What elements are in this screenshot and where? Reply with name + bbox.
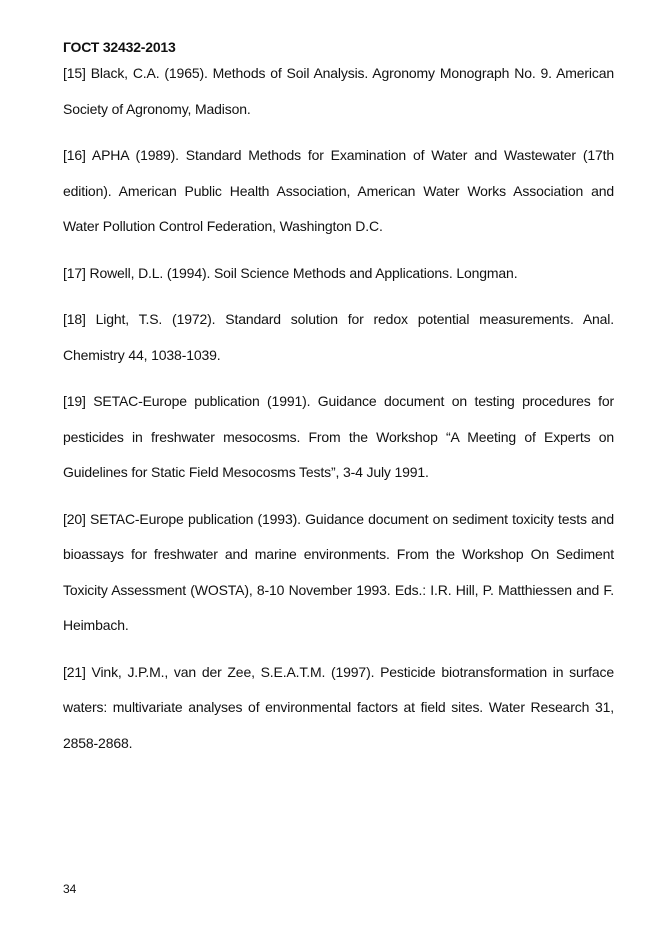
reference-list <box>63 56 614 772</box>
page-number: 34 <box>63 882 77 896</box>
standard-header: ГОСТ 32432-2013 <box>63 39 176 55</box>
reference-item-20: [20] SETAC-Europe publication (1993). Guidance document on sediment toxicity tests and bioassays for freshwater and marine environments. From the Workshop On Sediment Toxicity Assessment (WOSTA), 8-10 November 1993. Eds.: I.R. Hill, P. Matthiessen and F. Heimbach. <box>63 510 614 633</box>
reference-item-19: [19] SETAC-Europe publication (1991). Guidance document on testing procedures for pesticides in freshwater mesocosms. From the Workshop “A Meeting of Experts on Guidelines for Static Field Mesocosms Tests”, 3-4 July 1991. <box>63 393 614 480</box>
reference-item-18: [18] Light, T.S. (1972). Standard solution for redox potential measurements. Anal. Chemistry 44, 1038-1039. <box>63 311 614 363</box>
reference-item-15: [15] Black, C.A. (1965). Methods of Soil Analysis. Agronomy Monograph No. 9. American Society of Agronomy, Madison. <box>63 65 614 117</box>
reference-item-16: [16] APHA (1989). Standard Methods for Examination of Water and Wastewater (17th edition). American Public Health Association, American Water Works Association and Water Pollution Control Federation, Washington D.C. <box>63 147 614 234</box>
reference-item-21: [21] Vink, J.P.M., van der Zee, S.E.A.T.M. (1997). Pesticide biotransformation in surface waters: multivariate analyses of environmental factors at field sites. Water Research 31, 2858-2868. <box>63 663 614 751</box>
reference-item-17: [17] Rowell, D.L. (1994). Soil Science Methods and Applications. Longman. <box>63 264 518 281</box>
